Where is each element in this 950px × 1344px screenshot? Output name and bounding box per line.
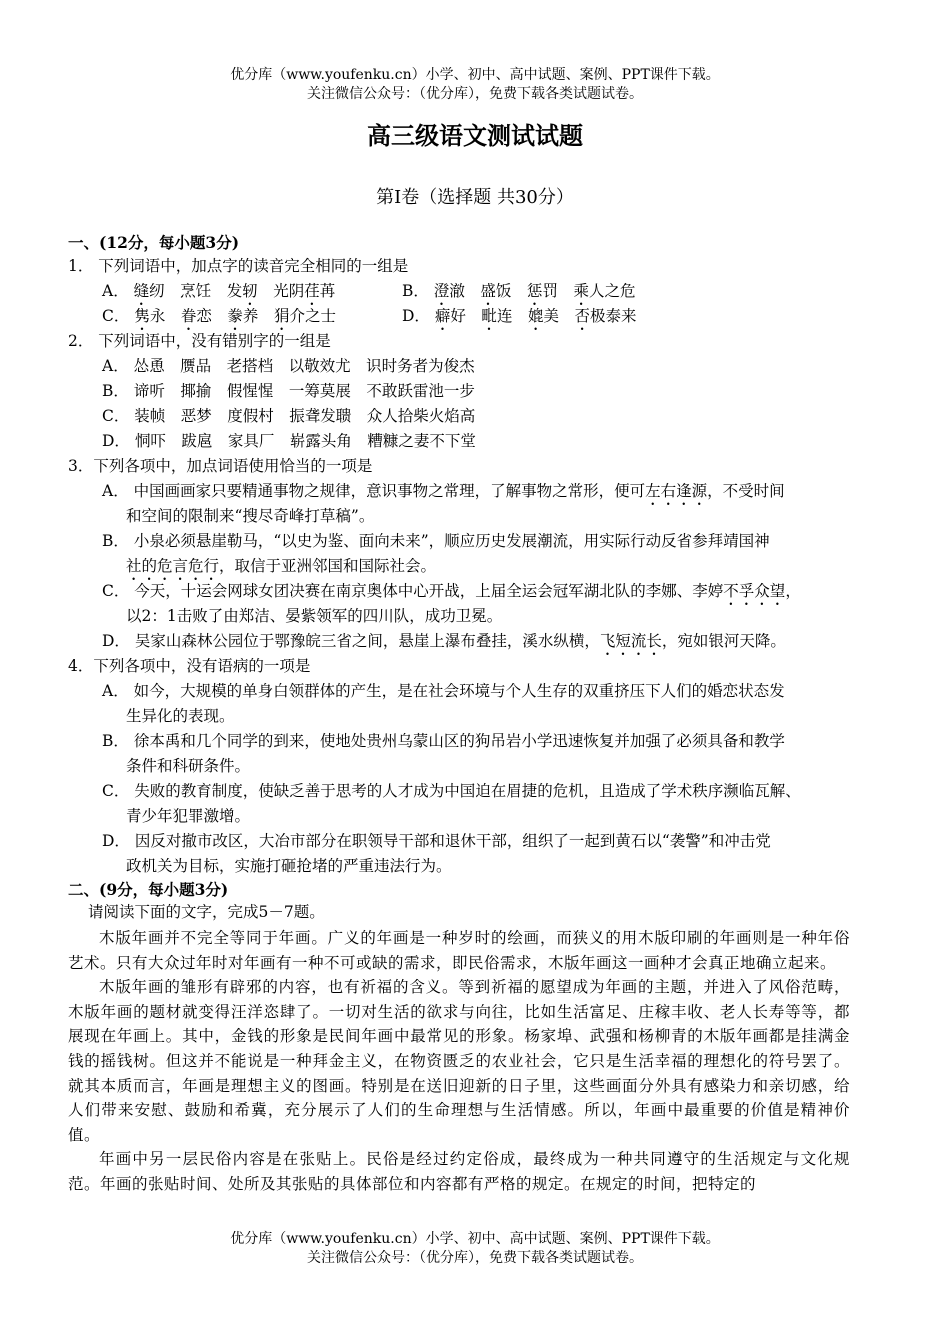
q4-option-c-line1: C． 失败的教育制度，使缺乏善于思考的人才成为中国迫在眉捷的危机，且造成了学术秩序濒临瓦解、 bbox=[102, 782, 801, 800]
page-subtitle: 第Ⅰ卷（选择题 共30分） bbox=[376, 187, 574, 208]
q1-options-cd bbox=[68, 304, 850, 329]
q3-option-b-line1: B． 小泉必须悬崖勒马，“以史为鉴、面向未来”，顺应历史发展潮流，用实际行动反省参拜靖国神 bbox=[102, 532, 770, 550]
q4-option-d-line2: 政机关为目标，实施打砸抢堵的严重违法行为。 bbox=[126, 857, 452, 875]
q3-option-c-line1: C． 今天，十运会网球女团决赛在南京奥体中心开战，上届全运会冠军湖北队的李娜、李婷不孚众望， bbox=[102, 582, 801, 600]
q1-option-b: B． 澄澈 盛饭 惩罚 乘人之危 bbox=[402, 282, 636, 300]
q4-option-c-line2: 青少年犯罪激增。 bbox=[126, 807, 251, 825]
q2-stem: 2． 下列词语中，没有错别字的一组是 bbox=[68, 332, 331, 350]
q2-option-a: A． 怂恿 赝品 老搭档 以敬效尤 识时务者为俊杰 bbox=[102, 357, 475, 375]
reading-passage bbox=[68, 926, 850, 1197]
header-line-1: 优分库（www.youfenku.cn）小学、初中、高中试题、案例、PPT课件下载。 bbox=[230, 67, 720, 83]
q2-option-d: D． 恫吓 跋扈 家具厂 崭露头角 糟糠之妻不下堂 bbox=[102, 432, 476, 450]
passage-paragraph-2: 木版年画的雏形有辟邪的内容，也有祈福的含义。等到祈福的愿望成为年画的主题，并进入了风俗范畴，木版年画的题材就变得汪洋恣肆了。一切对生活的欲求与向往，比如生活富足、庄稼丰收、老人长寿等等，都展现在年画上。其中，金钱的形象是民间年画中最常见的形象。杨家埠、武强和杨柳青的木版年画都是挂满金钱的摇钱树。但这并不能说是一种拜金主义，在物资匮乏的农业社会，它只是生活幸福的理想化的符号罢了。就其本质而言，年画是理想主义的图画。特别是在送旧迎新的日子里，这些画面分外具有感染力和亲切感，给人们带来安慰、鼓励和希冀，充分展示了人们的生命理想与生活情感。所以，年画中最重要的价值是精神价值。 bbox=[68, 978, 850, 1144]
q1-stem: 1． 下列词语中，加点字的读音完全相同的一组是 bbox=[68, 257, 409, 275]
section-2-heading: 二、(9分，每小题3分) bbox=[68, 880, 229, 899]
q1-option-d: D． 癖好 毗连 媲美 否极泰来 bbox=[402, 307, 637, 325]
q4-option-b-line2: 条件和科研条件。 bbox=[126, 757, 251, 775]
reading-instruction: 请阅读下面的文字，完成5－7题。 bbox=[88, 903, 325, 921]
q1-option-c: C． 隽永 眷恋 豢养 狷介之士 bbox=[102, 307, 336, 325]
q3-option-d-line1: D． 吴家山森林公园位于鄂豫皖三省之间，悬崖上瀑布叠挂，溪水纵横，飞短流长，宛如银河天降。 bbox=[102, 632, 786, 650]
page-title: 高三级语文测试试题 bbox=[367, 121, 583, 150]
q1-options-ab bbox=[68, 279, 850, 304]
q2-option-c: C． 装帧 恶梦 度假村 振聋发聩 众人拾柴火焰高 bbox=[102, 407, 476, 425]
q3-option-a-line1: A． 中国画画家只要精通事物之规律，意识事物之常理，了解事物之常形，便可左右逢源，不受时间 bbox=[102, 482, 785, 500]
q3-option-a-line2: 和空间的限制来“搜尽奇峰打草稿”。 bbox=[126, 507, 375, 525]
q4-option-b-line1: B． 徐本禹和几个同学的到来，使地处贵州乌蒙山区的狗吊岩小学迅速恢复并加强了必须具备和教学 bbox=[102, 732, 785, 750]
q3-option-c-line2: 以2：1击败了由郑洁、晏紫领军的四川队，成功卫冕。 bbox=[126, 607, 503, 625]
footer-line-1: 优分库（www.youfenku.cn）小学、初中、高中试题、案例、PPT课件下载。 bbox=[230, 1231, 720, 1247]
passage-paragraph-3: 年画中另一层民俗内容是在张贴上。民俗是经过约定俗成，最终成为一种共同遵守的生活规定与文化规范。年画的张贴时间、处所及其张贴的具体部位和内容都有严格的规定。在规定的时间，把特定的 bbox=[68, 1150, 850, 1193]
passage-paragraph-1: 木版年画并不完全等同于年画。广义的年画是一种岁时的绘画，而狭义的用木版印刷的年画则是一种年俗艺术。只有大众过年时对年画有一种不可或缺的需求，即民俗需求，木版年画这一画种才会真正地确立起来。 bbox=[68, 929, 850, 972]
exam-content bbox=[68, 232, 850, 1197]
q1-option-a: A． 缝纫 烹饪 发轫 光阴荏苒 bbox=[102, 282, 336, 300]
q3-stem: 3．下列各项中，加点词语使用恰当的一项是 bbox=[68, 457, 373, 475]
q4-option-a-line2: 生异化的表现。 bbox=[126, 707, 235, 725]
q4-stem: 4．下列各项中，没有语病的一项是 bbox=[68, 657, 311, 675]
q4-option-a-line1: A． 如今，大规模的单身白领群体的产生，是在社会环境与个人生存的双重挤压下人们的婚恋状态发 bbox=[102, 682, 785, 700]
q2-option-b: B． 谛听 揶揄 假惺惺 一筹莫展 不敢跃雷池一步 bbox=[102, 382, 475, 400]
section-1-heading: 一、(12分，每小题3分) bbox=[68, 233, 240, 252]
q3-option-b-line2: 社的危言危行，取信于亚洲邻国和国际社会。 bbox=[126, 557, 437, 575]
footer-line-2: 关注微信公众号：（优分库），免费下载各类试题试卷。 bbox=[307, 1250, 643, 1266]
header-line-2: 关注微信公众号：（优分库），免费下载各类试题试卷。 bbox=[307, 86, 643, 102]
q4-option-d-line1: D． 因反对撤市改区，大冶市部分在职领导干部和退休干部，组织了一起到黄石以“袭警”和冲击党 bbox=[102, 832, 771, 850]
